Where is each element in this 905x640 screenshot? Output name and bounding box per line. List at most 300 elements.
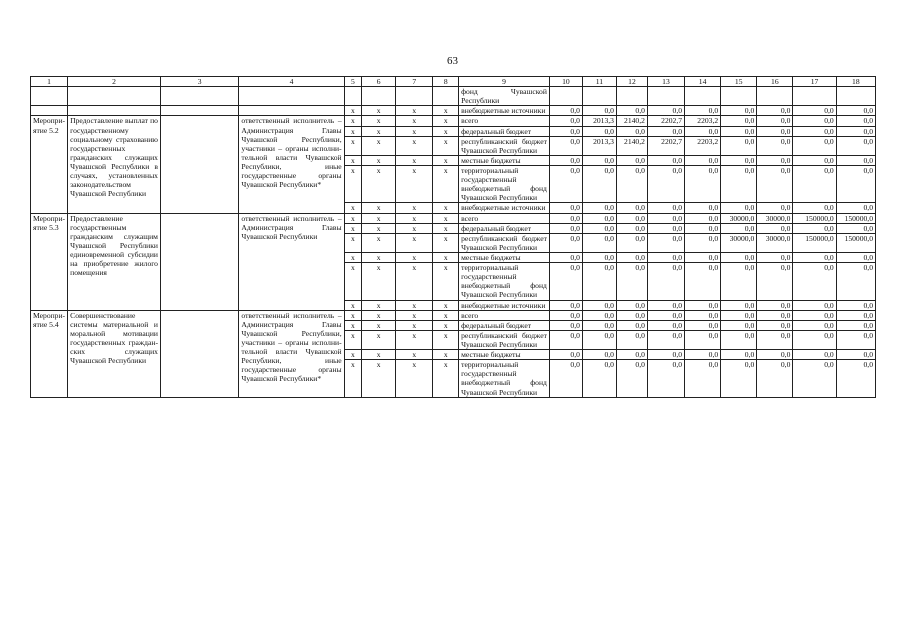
amount-cell: 0,0 — [757, 263, 793, 300]
code-x-cell: x — [362, 165, 396, 202]
empty-cell — [160, 87, 238, 106]
amount-cell: 0,0 — [685, 263, 721, 300]
code-x-cell: x — [344, 330, 362, 349]
amount-cell: 0,0 — [793, 203, 836, 213]
amount-cell: 0,0 — [647, 213, 684, 223]
measure-name: Предоставление государственным гражданским служащим Чувашской Республики единовременной субсидии на приобретение жилого помещения — [68, 213, 161, 310]
amount-cell: 2202,7 — [647, 136, 684, 155]
header-col-11: 11 — [582, 77, 616, 87]
funding-source-cell: федеральный бюджет — [459, 223, 550, 233]
amount-cell: 0,0 — [582, 165, 616, 202]
funding-source-cell: местные бюджеты — [459, 252, 550, 262]
amount-cell: 0,0 — [757, 350, 793, 360]
amount-cell: 30000,0 — [757, 233, 793, 252]
amount-cell: 0,0 — [582, 203, 616, 213]
amount-cell — [647, 87, 684, 106]
amount-cell: 0,0 — [757, 116, 793, 126]
amount-cell: 0,0 — [793, 320, 836, 330]
amount-cell: 0,0 — [616, 155, 647, 165]
header-col-15: 15 — [721, 77, 757, 87]
amount-cell: 0,0 — [685, 223, 721, 233]
amount-cell: 0,0 — [616, 203, 647, 213]
table-row — [31, 213, 876, 223]
funding-source-cell: местные бюджеты — [459, 350, 550, 360]
code-x-cell — [396, 87, 433, 106]
code-x-cell: x — [344, 360, 362, 397]
code-x-cell: x — [362, 360, 396, 397]
amount-cell: 0,0 — [582, 263, 616, 300]
code-x-cell: x — [396, 203, 433, 213]
funding-source-cell: местные бюджеты — [459, 155, 550, 165]
amount-cell — [616, 87, 647, 106]
amount-cell: 0,0 — [549, 213, 582, 223]
amount-cell: 0,0 — [549, 350, 582, 360]
amount-cell: 0,0 — [685, 360, 721, 397]
amount-cell: 0,0 — [836, 252, 875, 262]
code-x-cell: x — [396, 213, 433, 223]
amount-cell: 0,0 — [721, 350, 757, 360]
code-x-cell: x — [396, 155, 433, 165]
amount-cell: 0,0 — [582, 155, 616, 165]
header-col-14: 14 — [685, 77, 721, 87]
code-x-cell: x — [344, 136, 362, 155]
code-x-cell: x — [362, 106, 396, 116]
amount-cell: 0,0 — [721, 155, 757, 165]
header-col-16: 16 — [757, 77, 793, 87]
amount-cell: 0,0 — [582, 252, 616, 262]
code-x-cell: x — [433, 106, 459, 116]
amount-cell: 0,0 — [582, 360, 616, 397]
code-x-cell: x — [396, 350, 433, 360]
code-x-cell: x — [344, 320, 362, 330]
amount-cell: 0,0 — [793, 300, 836, 310]
header-col-13: 13 — [647, 77, 684, 87]
code-x-cell: x — [396, 320, 433, 330]
header-col-18: 18 — [836, 77, 875, 87]
program-table — [30, 76, 876, 398]
amount-cell: 0,0 — [836, 165, 875, 202]
code-x-cell: x — [433, 223, 459, 233]
amount-cell: 0,0 — [582, 300, 616, 310]
amount-cell: 0,0 — [721, 126, 757, 136]
measure-executor: ответственный исполнитель – Администрация Главы Чувашской Республики, участники – органы исполнительной власти Чувашской Республики, иные государственные органы Чувашской Республики* — [239, 116, 344, 213]
amount-cell: 0,0 — [582, 126, 616, 136]
code-x-cell: x — [396, 310, 433, 320]
funding-source-cell: федеральный бюджет — [459, 126, 550, 136]
amount-cell: 0,0 — [757, 203, 793, 213]
amount-cell: 0,0 — [836, 310, 875, 320]
code-x-cell: x — [433, 136, 459, 155]
code-x-cell — [433, 87, 459, 106]
amount-cell: 0,0 — [582, 106, 616, 116]
amount-cell: 0,0 — [721, 330, 757, 349]
code-x-cell: x — [344, 116, 362, 126]
amount-cell: 0,0 — [549, 263, 582, 300]
amount-cell: 0,0 — [836, 263, 875, 300]
code-x-cell: x — [433, 233, 459, 252]
header-col-7: 7 — [396, 77, 433, 87]
empty-cell — [160, 106, 238, 116]
amount-cell — [793, 87, 836, 106]
funding-source-cell: всего — [459, 310, 550, 320]
amount-cell: 0,0 — [793, 155, 836, 165]
amount-cell: 30000,0 — [721, 233, 757, 252]
code-x-cell: x — [396, 360, 433, 397]
amount-cell: 0,0 — [616, 233, 647, 252]
code-x-cell: x — [433, 155, 459, 165]
code-x-cell: x — [362, 136, 396, 155]
amount-cell: 0,0 — [549, 360, 582, 397]
code-x-cell: x — [433, 330, 459, 349]
amount-cell: 0,0 — [549, 320, 582, 330]
empty-cell — [239, 106, 344, 116]
code-x-cell: x — [433, 310, 459, 320]
amount-cell: 0,0 — [685, 165, 721, 202]
amount-cell: 0,0 — [616, 252, 647, 262]
amount-cell: 0,0 — [616, 330, 647, 349]
amount-cell: 0,0 — [685, 106, 721, 116]
code-x-cell: x — [362, 223, 396, 233]
empty-cell — [68, 87, 161, 106]
amount-cell: 0,0 — [647, 350, 684, 360]
amount-cell: 2202,7 — [647, 116, 684, 126]
funding-source-cell: всего — [459, 116, 550, 126]
amount-cell: 0,0 — [685, 252, 721, 262]
code-x-cell: x — [433, 252, 459, 262]
code-x-cell: x — [362, 203, 396, 213]
code-x-cell: x — [362, 116, 396, 126]
code-x-cell: x — [362, 350, 396, 360]
amount-cell: 0,0 — [647, 106, 684, 116]
amount-cell: 0,0 — [836, 203, 875, 213]
amount-cell: 0,0 — [757, 106, 793, 116]
table-body — [31, 87, 876, 398]
amount-cell: 0,0 — [616, 300, 647, 310]
amount-cell: 2140,2 — [616, 116, 647, 126]
amount-cell: 0,0 — [647, 360, 684, 397]
code-x-cell: x — [362, 233, 396, 252]
code-x-cell: x — [433, 126, 459, 136]
amount-cell: 0,0 — [721, 165, 757, 202]
funding-source-cell: внебюджетные источники — [459, 203, 550, 213]
amount-cell: 2013,3 — [582, 116, 616, 126]
measure-executor: ответственный исполнитель – Администрация Главы Чувашской Республики — [239, 213, 344, 310]
amount-cell: 0,0 — [549, 203, 582, 213]
amount-cell: 2013,3 — [582, 136, 616, 155]
code-x-cell: x — [362, 213, 396, 223]
amount-cell: 0,0 — [793, 330, 836, 349]
code-x-cell: x — [344, 126, 362, 136]
code-x-cell: x — [362, 300, 396, 310]
amount-cell: 0,0 — [616, 106, 647, 116]
amount-cell: 0,0 — [685, 350, 721, 360]
amount-cell — [721, 87, 757, 106]
amount-cell: 0,0 — [721, 116, 757, 126]
amount-cell: 0,0 — [836, 320, 875, 330]
amount-cell: 0,0 — [647, 155, 684, 165]
amount-cell: 0,0 — [836, 116, 875, 126]
amount-cell: 0,0 — [757, 126, 793, 136]
amount-cell: 0,0 — [582, 233, 616, 252]
amount-cell: 0,0 — [582, 223, 616, 233]
amount-cell: 0,0 — [582, 320, 616, 330]
code-x-cell: x — [344, 203, 362, 213]
code-x-cell: x — [396, 126, 433, 136]
code-x-cell: x — [362, 252, 396, 262]
amount-cell: 0,0 — [616, 310, 647, 320]
amount-cell: 0,0 — [836, 155, 875, 165]
funding-source-cell: республиканский бюджет Чувашской Республики — [459, 233, 550, 252]
code-x-cell: x — [396, 136, 433, 155]
funding-source-cell: внебюджетные источники — [459, 106, 550, 116]
amount-cell: 150000,0 — [793, 213, 836, 223]
amount-cell: 0,0 — [721, 136, 757, 155]
amount-cell: 0,0 — [757, 155, 793, 165]
empty-cell — [239, 87, 344, 106]
amount-cell: 0,0 — [836, 126, 875, 136]
funding-source-cell: всего — [459, 213, 550, 223]
page-number: 63 — [447, 55, 458, 67]
code-x-cell: x — [344, 223, 362, 233]
funding-source-cell: территориальный государственный внебюджетный фонд Чувашской Республики — [459, 165, 550, 202]
amount-cell: 0,0 — [616, 350, 647, 360]
amount-cell: 0,0 — [836, 350, 875, 360]
code-x-cell: x — [344, 155, 362, 165]
amount-cell: 0,0 — [793, 310, 836, 320]
amount-cell: 0,0 — [647, 223, 684, 233]
amount-cell: 0,0 — [647, 126, 684, 136]
table-row — [31, 87, 876, 106]
amount-cell: 0,0 — [721, 223, 757, 233]
amount-cell: 150000,0 — [793, 233, 836, 252]
amount-cell: 0,0 — [757, 320, 793, 330]
amount-cell: 0,0 — [793, 136, 836, 155]
header-col-8: 8 — [433, 77, 459, 87]
code-x-cell: x — [396, 233, 433, 252]
amount-cell: 0,0 — [582, 310, 616, 320]
amount-cell: 0,0 — [616, 213, 647, 223]
amount-cell: 0,0 — [836, 106, 875, 116]
amount-cell: 0,0 — [616, 165, 647, 202]
amount-cell: 0,0 — [549, 300, 582, 310]
funding-source-cell: территориальный государственный внебюджетный фонд Чувашской Республики — [459, 360, 550, 397]
amount-cell: 0,0 — [685, 155, 721, 165]
amount-cell: 0,0 — [647, 263, 684, 300]
amount-cell: 0,0 — [549, 252, 582, 262]
funding-source-cell: федеральный бюджет — [459, 320, 550, 330]
funding-source-cell: фонд Чувашской Республики — [459, 87, 550, 106]
amount-cell: 0,0 — [582, 350, 616, 360]
amount-cell: 0,0 — [685, 126, 721, 136]
amount-cell: 0,0 — [616, 360, 647, 397]
amount-cell: 0,0 — [549, 330, 582, 349]
code-x-cell: x — [396, 252, 433, 262]
amount-cell: 0,0 — [685, 320, 721, 330]
header-col-6: 6 — [362, 77, 396, 87]
amount-cell: 0,0 — [836, 300, 875, 310]
header-col-9: 9 — [459, 77, 550, 87]
measure-name: Предоставление выплат по государственному социальному страхованию государственных гражданских служащих Чувашской Республики в случаях, установленных законодательством Чувашской Республики — [68, 116, 161, 213]
measure-code: Мероприятие 5.2 — [31, 116, 68, 213]
amount-cell: 150000,0 — [836, 213, 875, 223]
amount-cell: 0,0 — [721, 320, 757, 330]
amount-cell: 0,0 — [616, 223, 647, 233]
header-col-4: 4 — [239, 77, 344, 87]
code-x-cell: x — [362, 126, 396, 136]
measure-name: Совершенствование системы материальной и моральной мотивации государственных гражданских служащих Чувашской Республики — [68, 310, 161, 397]
amount-cell: 0,0 — [721, 360, 757, 397]
amount-cell: 0,0 — [549, 310, 582, 320]
amount-cell: 2203,2 — [685, 136, 721, 155]
amount-cell: 0,0 — [647, 330, 684, 349]
amount-cell: 0,0 — [647, 300, 684, 310]
amount-cell: 0,0 — [793, 263, 836, 300]
code-x-cell — [362, 87, 396, 106]
amount-cell: 0,0 — [793, 252, 836, 262]
amount-cell: 0,0 — [836, 136, 875, 155]
amount-cell: 0,0 — [685, 310, 721, 320]
amount-cell: 0,0 — [793, 126, 836, 136]
amount-cell: 0,0 — [721, 203, 757, 213]
amount-cell: 0,0 — [647, 252, 684, 262]
amount-cell: 0,0 — [793, 223, 836, 233]
amount-cell: 0,0 — [549, 155, 582, 165]
amount-cell: 0,0 — [721, 252, 757, 262]
amount-cell: 0,0 — [616, 126, 647, 136]
amount-cell: 0,0 — [647, 233, 684, 252]
funding-source-cell: республиканский бюджет Чувашской Республики — [459, 136, 550, 155]
empty-cell — [160, 213, 238, 310]
code-x-cell — [344, 87, 362, 106]
amount-cell: 0,0 — [647, 203, 684, 213]
amount-cell: 0,0 — [836, 360, 875, 397]
amount-cell: 0,0 — [793, 350, 836, 360]
amount-cell: 0,0 — [549, 116, 582, 126]
amount-cell: 0,0 — [582, 213, 616, 223]
table-row — [31, 310, 876, 320]
table-header — [31, 77, 876, 87]
empty-cell — [160, 310, 238, 397]
measure-code: Мероприятие 5.4 — [31, 310, 68, 397]
header-col-12: 12 — [616, 77, 647, 87]
amount-cell: 0,0 — [685, 213, 721, 223]
code-x-cell: x — [433, 350, 459, 360]
amount-cell: 0,0 — [685, 203, 721, 213]
amount-cell: 0,0 — [685, 300, 721, 310]
amount-cell: 30000,0 — [757, 213, 793, 223]
amount-cell: 0,0 — [549, 233, 582, 252]
amount-cell: 0,0 — [757, 310, 793, 320]
code-x-cell: x — [433, 203, 459, 213]
amount-cell: 0,0 — [757, 300, 793, 310]
amount-cell: 0,0 — [757, 165, 793, 202]
amount-cell: 0,0 — [757, 223, 793, 233]
code-x-cell: x — [433, 165, 459, 202]
code-x-cell: x — [396, 263, 433, 300]
code-x-cell: x — [362, 320, 396, 330]
header-col-10: 10 — [549, 77, 582, 87]
amount-cell: 0,0 — [685, 330, 721, 349]
code-x-cell: x — [344, 263, 362, 300]
code-x-cell: x — [433, 116, 459, 126]
code-x-cell: x — [344, 213, 362, 223]
amount-cell: 0,0 — [721, 263, 757, 300]
code-x-cell: x — [362, 310, 396, 320]
amount-cell: 0,0 — [549, 165, 582, 202]
table-row — [31, 106, 876, 116]
amount-cell: 0,0 — [757, 252, 793, 262]
header-col-2: 2 — [68, 77, 161, 87]
amount-cell: 2140,2 — [616, 136, 647, 155]
amount-cell: 0,0 — [757, 136, 793, 155]
amount-cell: 0,0 — [721, 106, 757, 116]
amount-cell: 0,0 — [616, 320, 647, 330]
code-x-cell: x — [396, 330, 433, 349]
amount-cell: 0,0 — [616, 263, 647, 300]
amount-cell: 0,0 — [549, 136, 582, 155]
table-row — [31, 116, 876, 126]
funding-source-cell: республиканский бюджет Чувашской Республики — [459, 330, 550, 349]
code-x-cell: x — [433, 360, 459, 397]
amount-cell: 150000,0 — [836, 233, 875, 252]
code-x-cell: x — [362, 330, 396, 349]
amount-cell: 0,0 — [647, 165, 684, 202]
code-x-cell: x — [344, 350, 362, 360]
code-x-cell: x — [433, 320, 459, 330]
amount-cell: 0,0 — [793, 116, 836, 126]
amount-cell — [582, 87, 616, 106]
amount-cell — [757, 87, 793, 106]
code-x-cell: x — [344, 252, 362, 262]
empty-cell — [68, 106, 161, 116]
amount-cell: 2203,2 — [685, 116, 721, 126]
empty-cell — [31, 106, 68, 116]
header-col-5: 5 — [344, 77, 362, 87]
code-x-cell: x — [396, 106, 433, 116]
code-x-cell: x — [433, 213, 459, 223]
amount-cell: 0,0 — [721, 300, 757, 310]
amount-cell: 0,0 — [549, 223, 582, 233]
funding-source-cell: территориальный государственный внебюджетный фонд Чувашской Республики — [459, 263, 550, 300]
code-x-cell: x — [396, 223, 433, 233]
amount-cell: 0,0 — [685, 233, 721, 252]
measure-executor: ответственный исполнитель – Администрация Главы Чувашской Республики, участники – органы исполнительной власти Чувашской Республики, иные государственные органы Чувашской Республики* — [239, 310, 344, 397]
funding-source-cell: внебюджетные источники — [459, 300, 550, 310]
amount-cell — [549, 87, 582, 106]
amount-cell: 0,0 — [721, 310, 757, 320]
code-x-cell: x — [396, 300, 433, 310]
empty-cell — [31, 87, 68, 106]
code-x-cell: x — [344, 300, 362, 310]
code-x-cell: x — [433, 300, 459, 310]
code-x-cell: x — [344, 233, 362, 252]
amount-cell — [685, 87, 721, 106]
header-col-3: 3 — [160, 77, 238, 87]
header-col-1: 1 — [31, 77, 68, 87]
code-x-cell: x — [396, 165, 433, 202]
amount-cell: 0,0 — [836, 330, 875, 349]
code-x-cell: x — [344, 310, 362, 320]
code-x-cell: x — [396, 116, 433, 126]
code-x-cell: x — [362, 263, 396, 300]
amount-cell: 0,0 — [757, 330, 793, 349]
amount-cell: 0,0 — [549, 106, 582, 116]
amount-cell — [836, 87, 875, 106]
amount-cell: 0,0 — [836, 223, 875, 233]
code-x-cell: x — [433, 263, 459, 300]
amount-cell: 0,0 — [757, 360, 793, 397]
code-x-cell: x — [344, 106, 362, 116]
